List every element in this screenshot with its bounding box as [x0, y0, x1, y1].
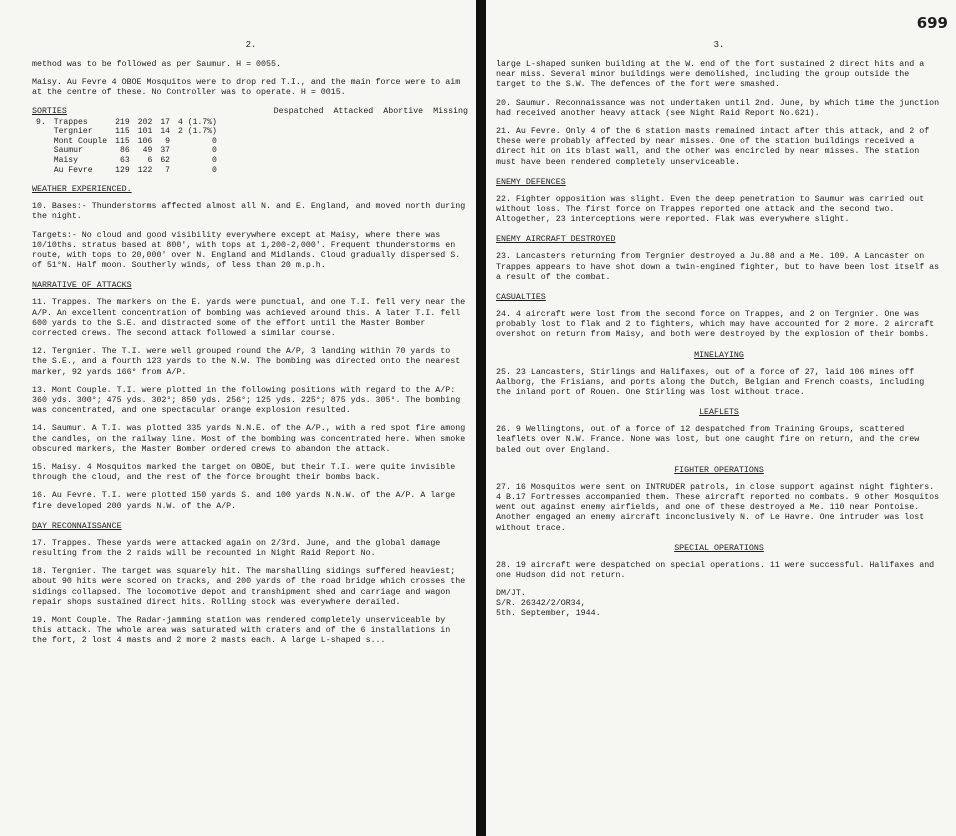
- col-despatched: Despatched: [273, 106, 324, 116]
- sortie-cell-miss: 0: [212, 155, 217, 165]
- sortie-row: [32, 166, 221, 176]
- paragraph: 28. 19 aircraft were despatched on special operations. 11 were successful. Halifaxes and one Hudson did not return.: [496, 560, 935, 581]
- sortie-row: [32, 156, 221, 166]
- sortie-row: [32, 146, 221, 156]
- paragraph: 11. Trappes. The markers on the E. yards were punctual, and one T.I. fell very near the A/P. An excellent concentration of bombing was achieved around this. A later T.I. fell 600 yards to the S.E. and distracted some of the effort until the Master Bomber corrected crews. The second attack followed a similar course.: [32, 298, 466, 338]
- sortie-cell-abt: 62: [160, 155, 171, 165]
- sortie-cell-att: 202: [137, 117, 153, 127]
- sortie-cell-target: Tergnier: [53, 127, 93, 137]
- section-heading: NARRATIVE OF ATTACKS: [32, 281, 132, 291]
- sortie-row: [32, 137, 221, 147]
- sortie-cell-desp: 219: [115, 117, 130, 127]
- paragraph: 26. 9 Wellingtons, out of a force of 12 despatched from Training Groups, scattered leaflets over N.W. France. None was lost, but one caught fire on return, and the crew baled out over England.: [496, 425, 920, 455]
- paragraph: 12. Tergnier. The T.I. were well grouped round the A/P, 3 landing within 70 yards to the S.E., and a fourth 123 yards to the N.W. The bombing was directed onto the nearest marker, 92 yards 166° from A/P.: [32, 347, 461, 377]
- folio-number: 699: [916, 14, 948, 32]
- sortie-cell-target: Maisy: [53, 155, 79, 165]
- sortie-cell-num: 9.: [36, 117, 46, 127]
- sortie-cell-att: 101: [137, 127, 153, 137]
- intro-paragraph: Maisy. Au Fevre 4 OBOE Mosquitos were to drop red T.I., and the main force were to aim at the centre of these. No Controller was to operate. H = 0015.: [32, 78, 461, 98]
- paragraph: 21. Au Fevre. Only 4 of the 6 station masts remained intact after this attack, and 2 of these were probably affected by near misses. One of the station buildings received a direct hit on its blast wall, and the other was encircled by near misses. The station must have been rendered completely unserviceable.: [496, 127, 930, 167]
- section-heading: ENEMY DEFENCES: [496, 177, 566, 187]
- section-heading: LEAFLETS: [699, 408, 739, 418]
- paragraph: 14. Saumur. A T.I. was plotted 335 yards N.N.E. of the A/P., with a red spot fire among the candles, on the railway line. Most of the bombing was concentrated here. When smoke obscured markers, the Master Bomber ordered crews to abandon the attack.: [32, 424, 466, 454]
- intro-paragraph: method was to be followed as per Saumur. H = 0055.: [32, 60, 281, 69]
- paragraph: large L-shaped sunken building at the W. end of the fort sustained 2 direct hits and a near miss. Several minor buildings were demolished, including the group outside the target to the S.W. The defences of the fort were smashed.: [496, 60, 925, 90]
- paragraph: 20. Saumur. Reconnaissance was not undertaken until 2nd. June, by which time the junction had received another heavy attack (see Night Raid Report No.621).: [496, 98, 940, 118]
- sortie-cell-target: Au Fevre: [53, 165, 93, 175]
- sortie-cell-target: Mont Couple: [53, 136, 108, 146]
- right-page: [486, 0, 956, 836]
- section-heading: WEATHER EXPERIENCED.: [32, 185, 132, 195]
- paragraph: 27. 16 Mosquitos were sent on INTRUDER patrols, in close support against night fighters. 4 B.17 Fortresses accompanied them. These aircraft reported no combats. 9 other Mosquitos went out against enemy airfields, and one of these destroyed a Me. 110 near Pontoise. Another engaged an enemy aircraft inconclusively N. of Le Havre. One intruder was lost without trace.: [496, 482, 940, 533]
- sortie-cell-abt: 37: [160, 146, 171, 156]
- page-number: 3.: [713, 40, 725, 50]
- page-number: 2.: [245, 40, 257, 50]
- section-heading: CASUALTIES: [496, 293, 546, 303]
- sortie-cell-miss: 0: [212, 165, 217, 175]
- paragraph: 13. Mont Couple. T.I. were plotted in the following positions with regard to the A/P: 360 yds. 300°; 475 yds. 302°; 850 yds. 256°; 125 yds. 225°; 875 yds. 305°. The bombing was concentrated, and one spectacular orange explosion resulted.: [32, 385, 461, 416]
- paragraph: 10. Bases:- Thunderstorms affected almost all N. and E. England, and moved north during the night.: [32, 202, 466, 222]
- sortie-cell-att: 106: [137, 136, 153, 146]
- sortie-cell-att: 49: [142, 146, 153, 156]
- section-heading: ENEMY AIRCRAFT DESTROYED: [496, 235, 616, 245]
- reference-line: DM/JT.: [496, 589, 526, 599]
- left-page: [0, 0, 476, 836]
- section-heading: MINELAYING: [694, 350, 744, 360]
- sortie-cell-num: [32, 166, 50, 176]
- sorties-table: [32, 118, 221, 176]
- sortie-cell-abt: 17: [160, 117, 171, 127]
- paragraph: 16. Au Fevre. T.I. were plotted 150 yards S. and 100 yards N.N.W. of the A/P. A large fire developed 200 yards N.W. of the A/P.: [32, 491, 456, 511]
- section-heading: DAY RECONNAISSANCE: [32, 521, 122, 531]
- section-heading: SPECIAL OPERATIONS: [674, 543, 764, 553]
- col-abortive: Abortive: [383, 106, 424, 116]
- sortie-cell-target: Trappes: [53, 117, 88, 127]
- sortie-cell-att: 122: [137, 165, 153, 175]
- sortie-cell-abt: 9: [165, 136, 171, 146]
- col-missing: Missing: [433, 106, 468, 116]
- sortie-cell-att: 6: [147, 155, 153, 165]
- sortie-cell-miss: 0: [212, 146, 217, 156]
- sortie-cell-desp: 86: [120, 146, 130, 156]
- section-heading: FIGHTER OPERATIONS: [674, 465, 764, 475]
- paragraph: 17. Trappes. These yards were attacked again on 2/3rd. June, and the global damage resulting from the 2 raids will be recounted in Night Raid Report No.: [32, 538, 441, 559]
- paragraph: 19. Mont Couple. The Radar-jamming station was rendered completely unserviceable by this attack. The whole area was saturated with craters and of the 6 installations in the fort, 2 lost 4 masts and 2 more 2 masts each. A large L-shaped s...: [32, 616, 451, 646]
- page-gutter: [476, 0, 486, 836]
- sortie-cell-miss: 0: [212, 136, 217, 146]
- sortie-row: [32, 118, 221, 128]
- sorties-header: [32, 107, 470, 116]
- sortie-cell-abt: 7: [165, 165, 171, 175]
- sortie-cell-target: Saumur: [53, 146, 83, 156]
- sortie-cell-desp: 129: [115, 165, 130, 175]
- sortie-cell-num: [32, 156, 50, 166]
- paragraph: 24. 4 aircraft were lost from the second force on Trappes, and 2 on Tergnier. One was probably lost to flak and 2 to fighters, which may have accounted for 2 more. 2 aircraft overshot on return from Maisy, and both were destroyed by the explosion of their bombs.: [496, 310, 935, 340]
- sortie-cell-desp: 63: [120, 155, 130, 165]
- paragraph: 25. 23 Lancasters, Stirlings and Halifaxes, out of a force of 27, laid 106 mines off Aalborg, the Frisians, and ports along the Dutch, Belgian and French coasts, including the inland port of Rouen. One Stirling was lost without trace.: [496, 367, 925, 398]
- paragraph: 15. Maisy. 4 Mosquitos marked the target on OBOE, but their T.I. were quite invisible through the cloud, and the rest of the force brought their bombs back.: [32, 463, 456, 483]
- sortie-cell-num: [32, 137, 50, 147]
- sortie-cell-abt: 14: [160, 127, 171, 137]
- paragraph: 18. Tergnier. The target was squarely hit. The marshalling sidings suffered heaviest; about 90 hits were scored on tracks, and 200 yards of the road bridge which crosses the sidings collapsed. The locomotive depot and transhipment shed and carriage and wagon repair shops sustained direct hits. Rolling stock was everywhere derailed.: [32, 567, 466, 607]
- col-attacked: Attacked: [333, 106, 374, 116]
- sortie-cell-miss: 4 (1.7%): [178, 117, 217, 127]
- sortie-cell-desp: 115: [115, 127, 130, 137]
- sortie-row: [32, 127, 221, 137]
- paragraph: 22. Fighter opposition was slight. Even the deep penetration to Saumur was carried out without loss. The first force on Trappes reported one attack and the second two. Altogether, 23 interceptions were reported. Flak was everywhere slight.: [496, 194, 925, 225]
- date-line: 5th. September, 1944.: [496, 609, 601, 619]
- paragraph: 23. Lancasters returning from Tergnier destroyed a Ju.88 and a Me. 109. A Lancaster on Trappes appears to have shot down a twin-engined fighter, but to have been lost itself as a result of the combat.: [496, 252, 940, 282]
- sortie-cell-num: [32, 146, 50, 156]
- paragraph: Targets:- No cloud and good visibility everywhere except at Maisy, where there was 10/10ths. stratus based at 800', with tops at 1,200-2,000'. Frequent thunderstorms en route, with tops to 20,000' over N. England and Midlands. Cloud gradually dispersed S. of 51°N. Half moon. Southerly winds, of less than 20 m.p.h.: [32, 230, 461, 271]
- reference-line: S/R. 26342/2/OR34,: [496, 599, 586, 609]
- sorties-heading: SORTIES: [32, 106, 67, 116]
- sortie-cell-num: [32, 127, 50, 137]
- sortie-cell-desp: 115: [115, 136, 130, 146]
- signature-block: [496, 589, 942, 619]
- sortie-cell-miss: 2 (1.7%): [178, 127, 217, 137]
